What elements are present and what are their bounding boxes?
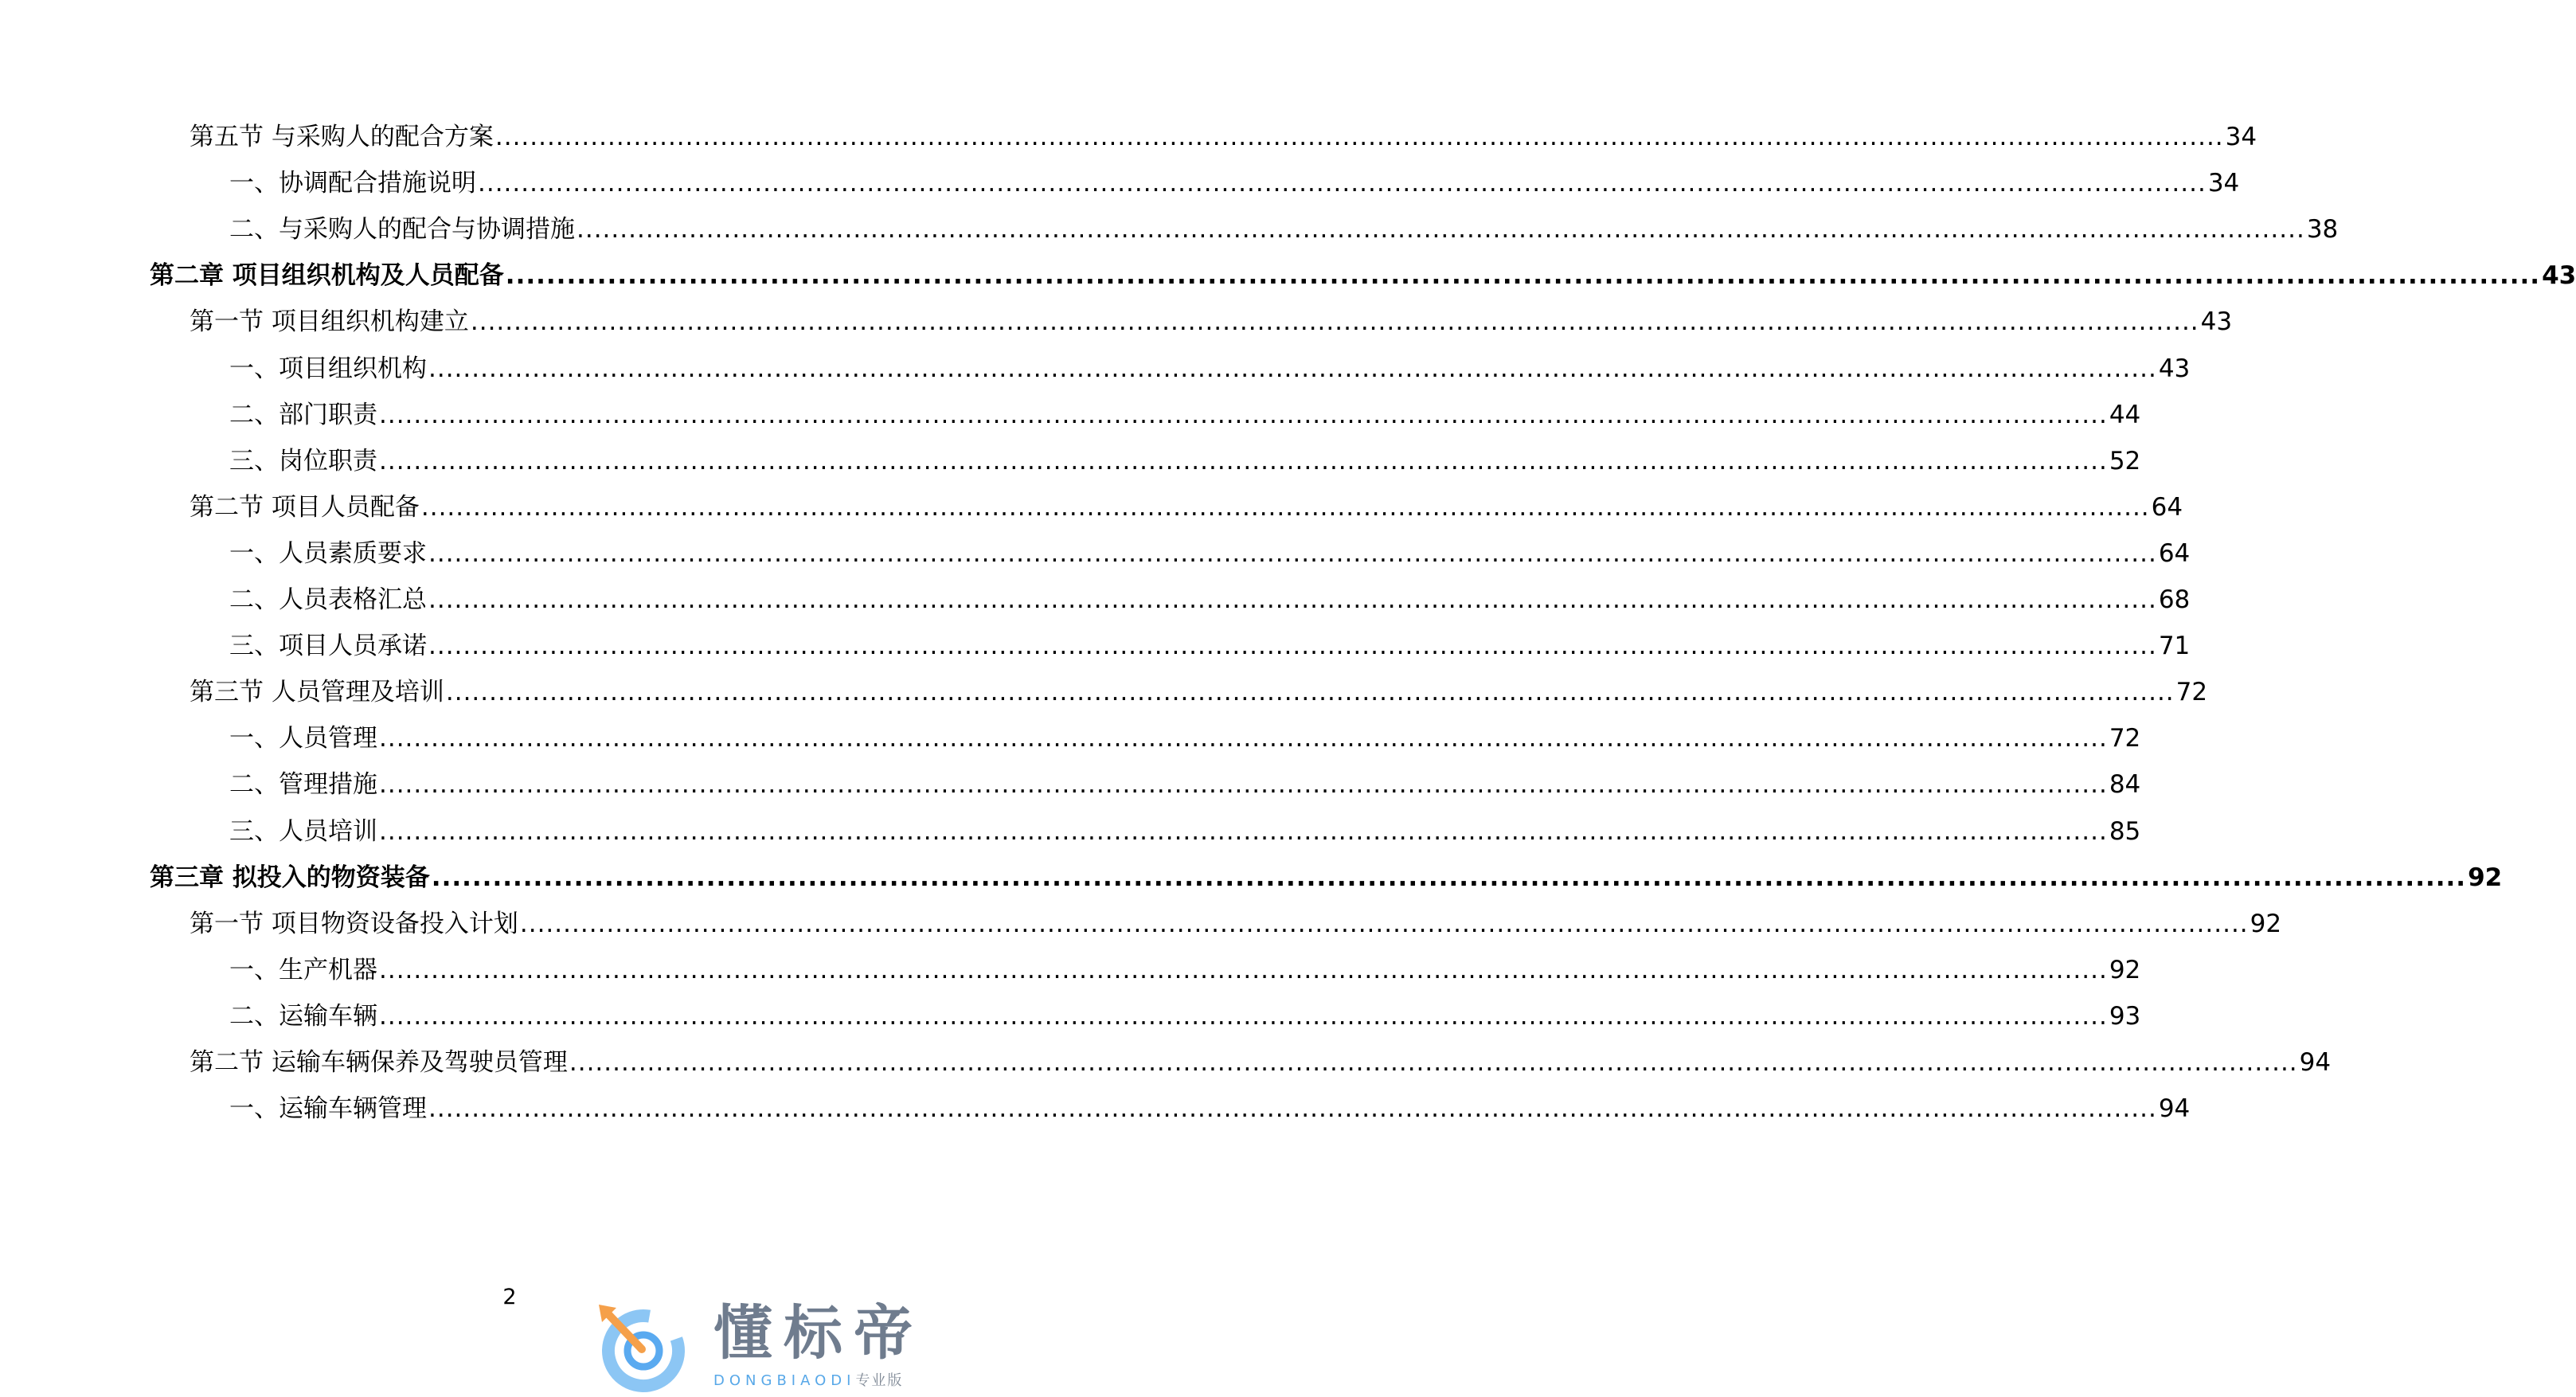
toc-entry-page: 43 (2158, 354, 2191, 383)
toc-entry-section[interactable] (190, 1043, 2332, 1078)
toc-entry-page: 92 (2468, 863, 2503, 892)
toc-entry-page: 94 (2299, 1048, 2332, 1077)
toc-entry-title: 二、运输车辆 (229, 1001, 377, 1031)
toc-entry-item[interactable] (229, 164, 2240, 199)
toc-dot-leader: ........................................................................................................................................................................................................ (379, 400, 2108, 429)
toc-entry-title: 第二节 运输车辆保养及驾驶员管理 (190, 1048, 568, 1077)
toc-entry-title: 第一节 项目物资设备投入计划 (190, 909, 518, 938)
toc-dot-leader: ........................................................................................................................................................................................................ (445, 678, 2175, 707)
watermark-subtitle-en: DONGBIAODI (713, 1372, 856, 1389)
toc-entry-chapter[interactable] (150, 859, 2503, 894)
toc-entry-title: 第二章 项目组织机构及人员配备 (150, 261, 504, 291)
toc-entry-title: 三、项目人员承诺 (229, 632, 427, 661)
toc-entry-title: 一、运输车辆管理 (229, 1094, 427, 1124)
toc-entry-page: 34 (2225, 123, 2257, 151)
toc-entry-item[interactable] (229, 812, 2141, 847)
toc-entry-section[interactable] (190, 905, 2282, 940)
toc-entry-title: 三、人员培训 (229, 816, 377, 846)
toc-entry-title: 二、与采购人的配合与协调措施 (229, 215, 575, 245)
toc-entry-section[interactable] (190, 488, 2183, 523)
toc-entry-page: 64 (2151, 492, 2183, 522)
toc-entry-page: 72 (2109, 724, 2141, 753)
page-number: 2 (502, 1285, 517, 1309)
toc-entry-title: 第三章 拟投入的物资装备 (150, 863, 430, 892)
toc-entry-item[interactable] (229, 581, 2191, 616)
toc-entry-page: 71 (2158, 632, 2191, 661)
toc-entry-page: 64 (2158, 538, 2191, 568)
toc-entry-title: 一、人员素质要求 (229, 538, 427, 568)
toc-entry-section[interactable] (190, 118, 2257, 153)
toc-entry-title: 二、人员表格汇总 (229, 585, 427, 614)
toc-dot-leader: ........................................................................................................................................................................................................ (379, 446, 2108, 475)
toc-entry-page: 68 (2158, 585, 2191, 614)
watermark-subtitle (713, 1372, 903, 1391)
toc-entry-item[interactable] (229, 951, 2141, 986)
toc-entry-item[interactable] (229, 1090, 2191, 1125)
toc-entry-page: 85 (2109, 816, 2141, 846)
toc-entry-page: 34 (2207, 169, 2240, 198)
toc-entry-page: 52 (2109, 446, 2141, 475)
toc-entry-title: 一、协调配合措施说明 (229, 169, 476, 198)
toc-entry-page: 43 (2200, 307, 2233, 337)
toc-entry-item[interactable] (229, 765, 2141, 800)
toc-entry-title: 第二节 项目人员配备 (190, 492, 420, 522)
toc-dot-leader: ........................................................................................................................................................................................................ (379, 770, 2108, 800)
toc-dot-leader: ........................................................................................................................................................................................................ (379, 724, 2108, 753)
toc-entry-page: 84 (2109, 770, 2141, 800)
toc-dot-leader: ........................................................................................................................................................................................................ (428, 1094, 2157, 1124)
toc-dot-leader: ........................................................................................................................................................................................................ (428, 538, 2157, 568)
toc-dot-leader: ........................................................................................................................................................................................................ (470, 307, 2199, 337)
toc-dot-leader: ........................................................................................................................................................................................................ (577, 215, 2305, 245)
toc-entry-section[interactable] (190, 673, 2208, 708)
toc-entry-page: 92 (2109, 955, 2141, 984)
toc-dot-leader: ........................................................................................................................................................................................................ (379, 955, 2108, 984)
toc-entry-title: 三、岗位职责 (229, 446, 377, 475)
toc-dot-leader: ........................................................................................................................................................................................................ (569, 1048, 2298, 1077)
toc-entry-item[interactable] (229, 396, 2141, 431)
toc-entry-title: 二、部门职责 (229, 400, 377, 429)
toc-entry-section[interactable] (190, 303, 2233, 338)
toc-entry-item[interactable] (229, 442, 2141, 477)
toc-dot-leader: ........................................................................................................................................................................................................ (428, 632, 2157, 661)
toc-entry-title: 二、管理措施 (229, 770, 377, 800)
toc-dot-leader: ........................................................................................................................................................................................................ (431, 863, 2467, 892)
toc-entry-title: 一、生产机器 (229, 955, 377, 984)
toc-entry-item[interactable] (229, 719, 2141, 754)
toc-dot-leader: ........................................................................................................................................................................................................ (478, 169, 2207, 198)
toc-entry-item[interactable] (229, 350, 2191, 385)
toc-dot-leader: ........................................................................................................................................................................................................ (519, 909, 2249, 938)
toc-dot-leader: ........................................................................................................................................................................................................ (420, 492, 2150, 522)
toc-entry-title: 第三节 人员管理及培训 (190, 678, 444, 707)
toc-dot-leader: ........................................................................................................................................................................................................ (428, 585, 2157, 614)
toc-entry-title: 一、项目组织机构 (229, 354, 427, 383)
toc-dot-leader: ........................................................................................................................................................................................................ (379, 1001, 2108, 1031)
toc-entry-item[interactable] (229, 627, 2191, 662)
toc-entry-title: 第一节 项目组织机构建立 (190, 307, 469, 337)
toc-entry-page: 94 (2158, 1094, 2191, 1124)
toc-entry-page: 92 (2250, 909, 2282, 938)
toc-entry-page: 44 (2109, 400, 2141, 429)
watermark-brand: 懂标帝 (713, 1299, 924, 1368)
toc-dot-leader: ........................................................................................................................................................................................................ (505, 261, 2541, 291)
toc-entry-chapter[interactable] (150, 256, 2576, 292)
watermark-logo (596, 1295, 978, 1394)
toc-entry-title: 第五节 与采购人的配合方案 (190, 123, 494, 151)
toc-dot-leader: ........................................................................................................................................................................................................ (379, 816, 2108, 846)
toc-entry-page: 72 (2175, 678, 2208, 707)
watermark-subtitle-cn: 专业版 (855, 1372, 904, 1389)
toc-entry-item[interactable] (229, 210, 2339, 245)
toc-entry-page: 93 (2109, 1001, 2141, 1031)
toc-entry-item[interactable] (229, 534, 2191, 569)
toc-dot-leader: ........................................................................................................................................................................................................ (428, 354, 2157, 383)
toc-dot-leader: ........................................................................................................................................................................................................ (494, 123, 2224, 151)
toc-entry-item[interactable] (229, 997, 2141, 1032)
toc-entry-title: 一、人员管理 (229, 724, 377, 753)
toc-entry-page: 38 (2306, 215, 2339, 245)
toc-entry-page: 43 (2542, 261, 2576, 291)
target-arrow-icon (596, 1303, 685, 1392)
